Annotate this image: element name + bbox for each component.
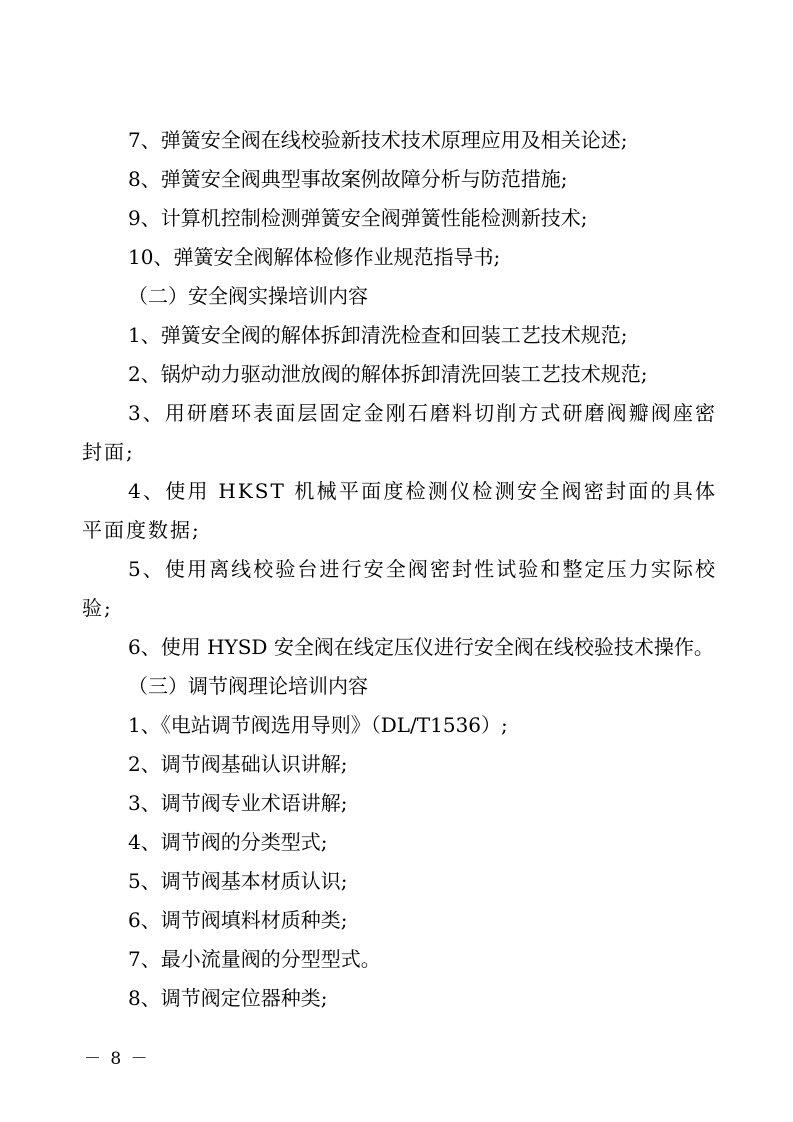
list-item: 8、调节阀定位器种类;	[128, 986, 328, 1010]
list-item: 2、锅炉动力驱动泄放阀的解体拆卸清洗回装工艺技术规范;	[128, 362, 648, 386]
list-item: 5、使用离线校验台进行安全阀密封性试验和整定压力实际校验;	[82, 557, 717, 620]
list-item: 2、调节阀基础认识讲解;	[128, 752, 348, 776]
list-item: 6、使用 HYSD 安全阀在线定压仪进行安全阀在线校验技术操作。	[128, 635, 714, 659]
section-heading: （二）安全阀实操培训内容	[128, 284, 368, 308]
list-item: 10、弹簧安全阀解体检修作业规范指导书;	[128, 245, 501, 269]
list-item: 5、调节阀基本材质认识;	[128, 869, 348, 893]
list-item: 9、计算机控制检测弹簧安全阀弹簧性能检测新技术;	[128, 206, 588, 230]
list-item: 7、最小流量阀的分型型式。	[128, 947, 381, 971]
document-body	[82, 121, 717, 1018]
list-item: 4、使用 HKST 机械平面度检测仪检测安全阀密封面的具体平面度数据;	[82, 479, 717, 542]
section-heading: （三）调节阀理论培训内容	[128, 674, 368, 698]
list-item: 1、弹簧安全阀的解体拆卸清洗检查和回装工艺技术规范;	[128, 323, 628, 347]
list-item: 6、调节阀填料材质种类;	[128, 908, 348, 932]
list-item: 3、用研磨环表面层固定金刚石磨料切削方式研磨阀瓣阀座密封面;	[82, 401, 717, 464]
list-item: 3、调节阀专业术语讲解;	[128, 791, 348, 815]
list-item: 7、弹簧安全阀在线校验新技术技术原理应用及相关论述;	[128, 128, 628, 152]
list-item: 8、弹簧安全阀典型事故案例故障分析与防范措施;	[128, 167, 568, 191]
list-item: 1、《电站调节阀选用导则》（DL/T1536）;	[128, 713, 508, 737]
page-number: － 8 －	[84, 1049, 150, 1069]
list-item: 4、调节阀的分类型式;	[128, 830, 328, 854]
